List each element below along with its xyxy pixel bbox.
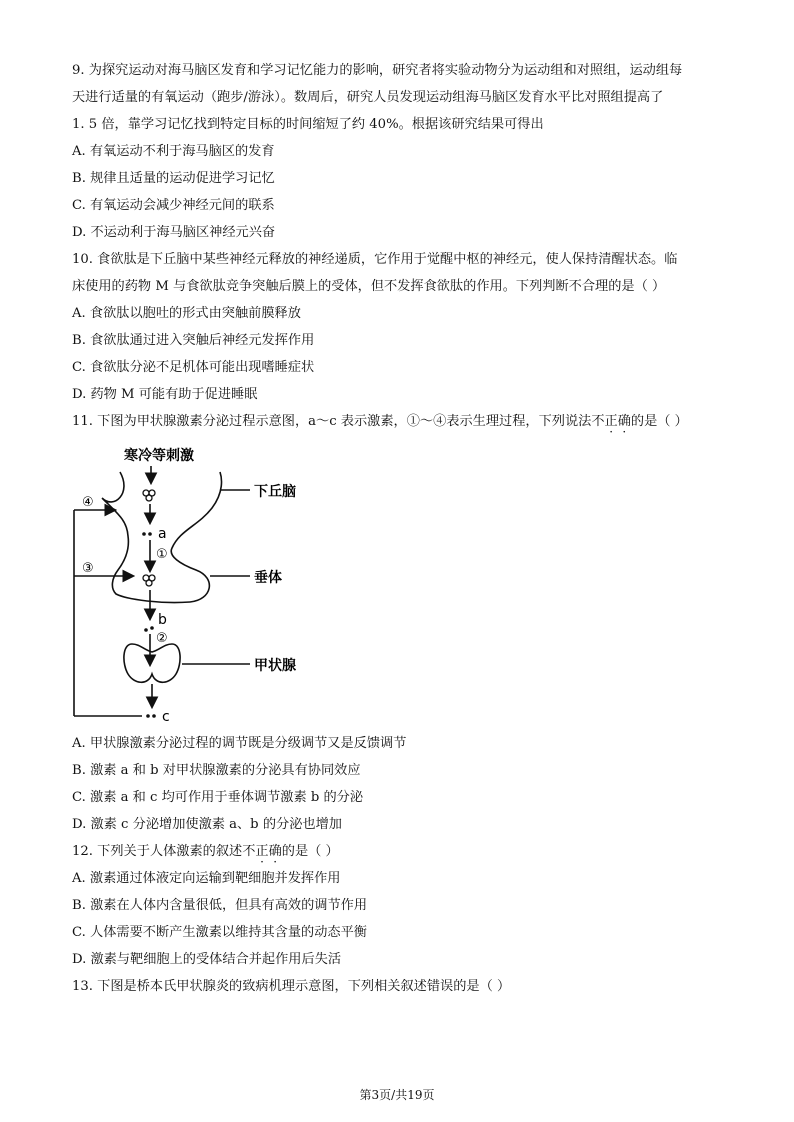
q11-stem-emphasis: 不	[591, 414, 605, 429]
q13-stem: 13. 下图是桥本氏甲状腺炎的致病机理示意图，下列相关叙述错误的是（ ）	[72, 979, 511, 994]
q10-stem-line2: 床使用的药物 M 与食欲肽竞争突触后膜上的受体，但不发挥食欲肽的作用。下列判断不合理的是（ ）	[72, 279, 666, 294]
q12-stem-emphasis-dot: 确	[268, 844, 282, 859]
process2-label: ②	[156, 631, 168, 646]
q9-option-c: C. 有氧运动会减少神经元间的联系	[72, 198, 275, 213]
q9-stem-line1: 9. 为探究运动对海马脑区发育和学习记忆能力的影响，研究者将实验动物分为运动组和对照组，运动组每	[72, 63, 683, 78]
q9-option-a: A. 有氧运动不利于海马脑区的发育	[72, 144, 275, 159]
stimulus-label: 寒冷等刺激	[124, 448, 194, 464]
q12-stem	[72, 843, 339, 861]
q12-option-a: A. 激素通过体液定向运输到靶细胞并发挥作用	[72, 871, 341, 886]
process3-label: ③	[82, 561, 94, 576]
hypothalamus-label: 下丘脑	[254, 484, 296, 500]
hormone-a-dots	[142, 532, 152, 536]
hormone-c-dots	[146, 714, 156, 718]
hormone-c-label: c	[162, 709, 170, 725]
q11-stem	[72, 413, 688, 431]
q10-stem-line1: 10. 食欲肽是下丘脑中某些神经元释放的神经递质，它作用于觉醒中枢的神经元，使人保持清醒状态。临	[72, 252, 678, 267]
pituitary-cells	[143, 575, 155, 586]
process4-label: ④	[82, 495, 94, 510]
q9-stem-line2: 天进行适量的有氧运动（跑步/游泳）。数周后，研究人员发现运动组海马脑区发育水平比对照组提高了	[72, 90, 664, 105]
pituitary-label: 垂体	[254, 570, 282, 586]
q10-option-d: D. 药物 M 可能有助于促进睡眠	[72, 387, 258, 402]
q12-stem-emphasis: 不	[242, 844, 256, 859]
page-footer: 第3页/共19页	[359, 1088, 435, 1102]
q11-stem-emphasis-dot: 确	[617, 414, 631, 429]
q11-option-b: B. 激素 a 和 b 对甲状腺激素的分泌具有协同效应	[72, 763, 361, 778]
q11-stem-text: 11. 下图为甲状腺激素分泌过程示意图，a～c 表示激素，①～④表示生理过程，下列说法	[72, 414, 592, 429]
process1-label: ①	[156, 547, 168, 562]
q9-stem-line3: 1. 5 倍，靠学习记忆找到特定目标的时间缩短了约 40%。根据该研究结果可得出	[72, 117, 544, 132]
q12-stem-emphasis-dot: 正	[255, 844, 269, 859]
q11-option-a: A. 甲状腺激素分泌过程的调节既是分级调节又是反馈调节	[72, 736, 407, 751]
q11-stem-emphasis-dot: 正	[604, 414, 618, 429]
q9-option-d: D. 不运动利于海马脑区神经元兴奋	[72, 225, 276, 240]
q10-option-b: B. 食欲肽通过进入突触后神经元发挥作用	[72, 333, 315, 348]
q9-option-b: B. 规律且适量的运动促进学习记忆	[72, 171, 275, 186]
hypothalamus-cells	[143, 490, 155, 501]
hormone-b-label: b	[158, 612, 167, 628]
q11-option-c: C. 激素 a 和 c 均可作用于垂体调节激素 b 的分泌	[72, 790, 364, 805]
q12-option-b: B. 激素在人体内含量很低，但具有高效的调节作用	[72, 898, 368, 913]
hormone-a-label: a	[158, 526, 167, 542]
thyroid-outline	[124, 644, 180, 682]
q11-option-d: D. 激素 c 分泌增加使激素 a、b 的分泌也增加	[72, 817, 342, 832]
q11-stem-tail: 的是（ ）	[630, 414, 688, 429]
q12-option-d: D. 激素与靶细胞上的受体结合并起作用后失活	[72, 952, 342, 967]
q12-stem-text: 12. 下列关于人体激素的叙述	[72, 844, 243, 859]
q10-option-a: A. 食欲肽以胞吐的形式由突触前膜释放	[72, 306, 301, 321]
thyroid-regulation-diagram	[72, 438, 372, 728]
thyroid-label: 甲状腺	[254, 658, 296, 674]
q12-stem-tail: 的是（ ）	[281, 844, 339, 859]
q12-option-c: C. 人体需要不断产生激素以维持其含量的动态平衡	[72, 925, 367, 940]
q10-option-c: C. 食欲肽分泌不足机体可能出现嗜睡症状	[72, 360, 315, 375]
hormone-b-dots	[144, 626, 154, 632]
